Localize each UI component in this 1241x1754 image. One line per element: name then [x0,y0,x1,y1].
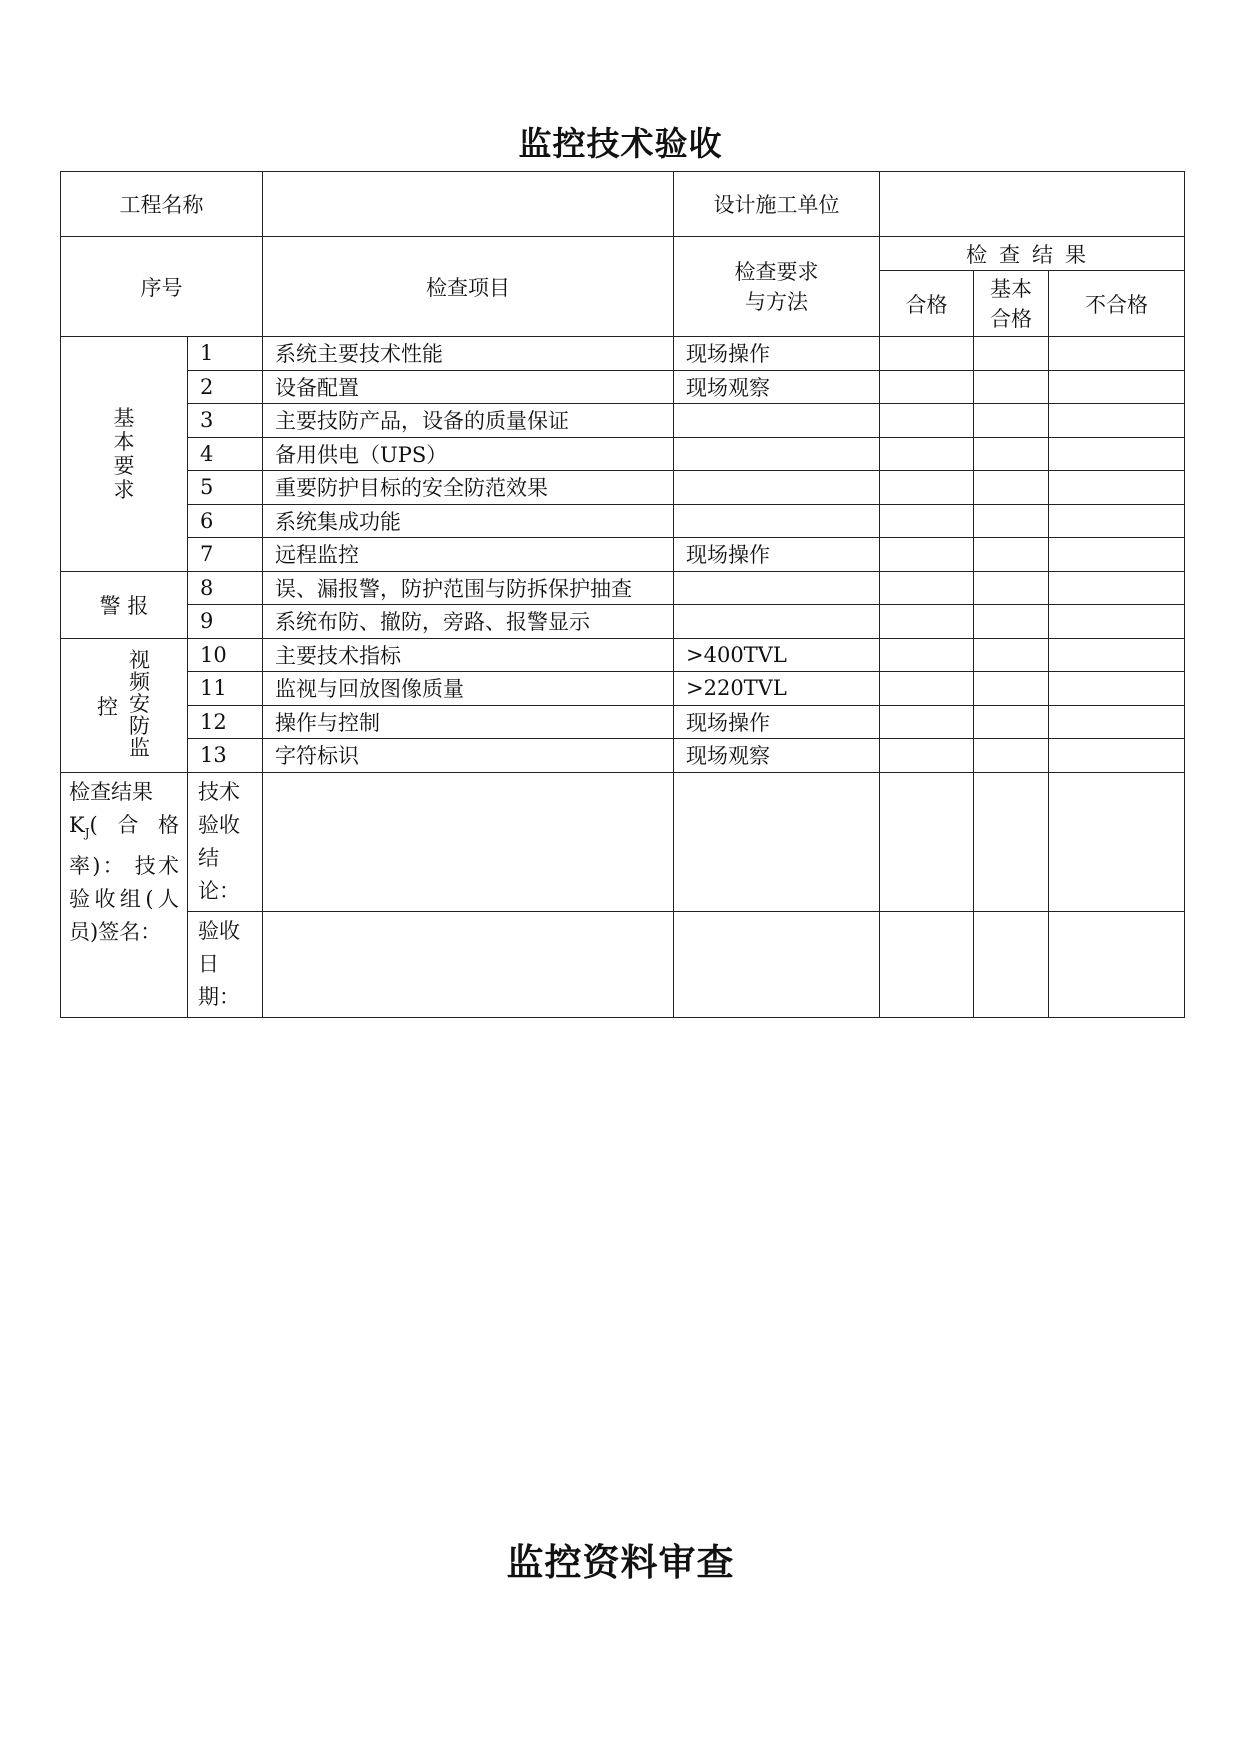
basic-pass-cell[interactable] [974,504,1049,538]
pass-cell[interactable] [880,705,974,739]
date-field-2[interactable] [674,911,880,1017]
basic-pass-cell[interactable] [974,739,1049,773]
construction-unit-field[interactable] [880,172,1185,237]
conclusion-field-4[interactable] [974,772,1049,911]
row-number: 1 [188,337,263,371]
document-title: 监控技术验收 [518,124,723,163]
basic-pass-line2: 合格 [990,306,1032,331]
fail-cell[interactable] [1049,404,1185,438]
table-row [61,404,1185,438]
fail-cell[interactable] [1049,538,1185,572]
project-name-label: 工程名称 [61,172,263,237]
row-method [674,471,880,505]
fail-cell[interactable] [1049,672,1185,706]
basic-pass-cell[interactable] [974,638,1049,672]
construction-unit-label: 设计施工单位 [674,172,880,237]
conclusion-field-3[interactable] [880,772,974,911]
row-item: 设备配置 [263,370,674,404]
basic-pass-cell[interactable] [974,605,1049,639]
table-row [61,337,1185,371]
pass-cell[interactable] [880,739,974,773]
basic-pass-cell[interactable] [974,672,1049,706]
pass-header: 合格 [880,271,974,337]
basic-pass-header [974,271,1049,337]
row-number: 2 [188,370,263,404]
pass-rate-label: (合格率)： [69,812,179,878]
date-field-3[interactable] [880,911,974,1017]
row-number: 9 [188,605,263,639]
pass-cell[interactable] [880,638,974,672]
pass-cell[interactable] [880,504,974,538]
result-header: 检查结果 [880,237,1185,271]
fail-cell[interactable] [1049,504,1185,538]
row-method: >400TVL [674,638,880,672]
fail-cell[interactable] [1049,571,1185,605]
group-video-label: 视频安防监 [129,647,150,760]
column-header-row [61,237,1185,271]
date-field-5[interactable] [1049,911,1185,1017]
pass-cell[interactable] [880,605,974,639]
pass-cell[interactable] [880,538,974,572]
row-number: 8 [188,571,263,605]
k-subscript: J [84,825,90,840]
pass-cell[interactable] [880,437,974,471]
row-number: 11 [188,672,263,706]
result-and-signature-label [61,772,188,1017]
row-item: 字符标识 [263,739,674,773]
acceptance-form-table [60,171,1185,1018]
group-video-surveillance [61,638,188,772]
row-method [674,571,880,605]
row-method [674,404,880,438]
row-item: 系统布防、撤防，旁路、报警显示 [263,605,674,639]
table-row [61,638,1185,672]
row-number: 5 [188,471,263,505]
row-number: 10 [188,638,263,672]
pass-cell[interactable] [880,337,974,371]
date-field[interactable] [263,911,674,1017]
date-label: 验收日期： [188,911,263,1017]
pass-cell[interactable] [880,672,974,706]
row-method: >220TVL [674,672,880,706]
row-method: 现场操作 [674,538,880,572]
row-item: 重要防护目标的安全防范效果 [263,471,674,505]
row-item: 主要技防产品，设备的质量保证 [263,404,674,438]
row-item: 操作与控制 [263,705,674,739]
row-number: 13 [188,739,263,773]
basic-pass-cell[interactable] [974,370,1049,404]
date-field-4[interactable] [974,911,1049,1017]
row-number: 7 [188,538,263,572]
method-header [674,237,880,337]
row-number: 12 [188,705,263,739]
fail-cell[interactable] [1049,370,1185,404]
row-method: 现场观察 [674,739,880,773]
group-video-side-label: 控 [97,694,118,719]
basic-pass-cell[interactable] [974,571,1049,605]
item-header: 检查项目 [263,237,674,337]
table-row [61,437,1185,471]
row-method [674,437,880,471]
date-row [61,911,1185,1017]
fail-cell[interactable] [1049,739,1185,773]
table-row [61,370,1185,404]
table-row [61,605,1185,639]
project-name-field[interactable] [263,172,674,237]
k-symbol: K [69,812,85,837]
basic-pass-cell[interactable] [974,471,1049,505]
conclusion-field-5[interactable] [1049,772,1185,911]
basic-pass-cell[interactable] [974,337,1049,371]
fail-cell[interactable] [1049,471,1185,505]
row-item: 远程监控 [263,538,674,572]
conclusion-field-2[interactable] [674,772,880,911]
project-row [61,172,1185,237]
row-number: 6 [188,504,263,538]
row-item: 备用供电（UPS） [263,437,674,471]
basic-pass-cell[interactable] [974,705,1049,739]
table-row [61,739,1185,773]
fail-cell[interactable] [1049,605,1185,639]
pass-cell[interactable] [880,370,974,404]
table-row [61,705,1185,739]
pass-cell[interactable] [880,471,974,505]
conclusion-field[interactable] [263,772,674,911]
row-method [674,504,880,538]
pass-cell[interactable] [880,404,974,438]
basic-pass-cell[interactable] [974,437,1049,471]
fail-cell[interactable] [1049,437,1185,471]
basic-pass-cell[interactable] [974,404,1049,438]
row-item: 系统主要技术性能 [263,337,674,371]
row-method: 现场观察 [674,370,880,404]
fail-cell[interactable] [1049,638,1185,672]
table-row [61,571,1185,605]
row-number: 4 [188,437,263,471]
conclusion-row [61,772,1185,911]
method-header-line1: 检查要求 [734,259,819,284]
row-item: 监视与回放图像质量 [263,672,674,706]
table-row [61,538,1185,572]
row-item: 系统集成功能 [263,504,674,538]
table-row [61,504,1185,538]
pass-cell[interactable] [880,571,974,605]
conclusion-label: 技术验收结论： [188,772,263,911]
table-row [61,672,1185,706]
result-label-a: 检查结果 [69,779,153,804]
fail-header: 不合格 [1049,271,1185,337]
basic-pass-cell[interactable] [974,538,1049,572]
seq-header: 序号 [61,237,263,337]
row-method [674,605,880,639]
signature-label: 技术验收组(人员)签名： [69,853,179,944]
group-alarm: 警 报 [61,571,188,638]
row-item: 主要技术指标 [263,638,674,672]
row-method: 现场操作 [674,705,880,739]
basic-pass-line1: 基本 [990,276,1032,301]
group-basic-requirements [61,337,188,572]
fail-cell[interactable] [1049,337,1185,371]
table-row [61,471,1185,505]
row-method: 现场操作 [674,337,880,371]
row-number: 3 [188,404,263,438]
fail-cell[interactable] [1049,705,1185,739]
section-title-data-review: 监控资料审查 [506,1541,735,1584]
group-basic-label: 基本要求 [113,405,135,502]
method-header-line2: 与方法 [745,289,808,314]
row-item: 误、漏报警，防护范围与防拆保护抽查 [263,571,674,605]
